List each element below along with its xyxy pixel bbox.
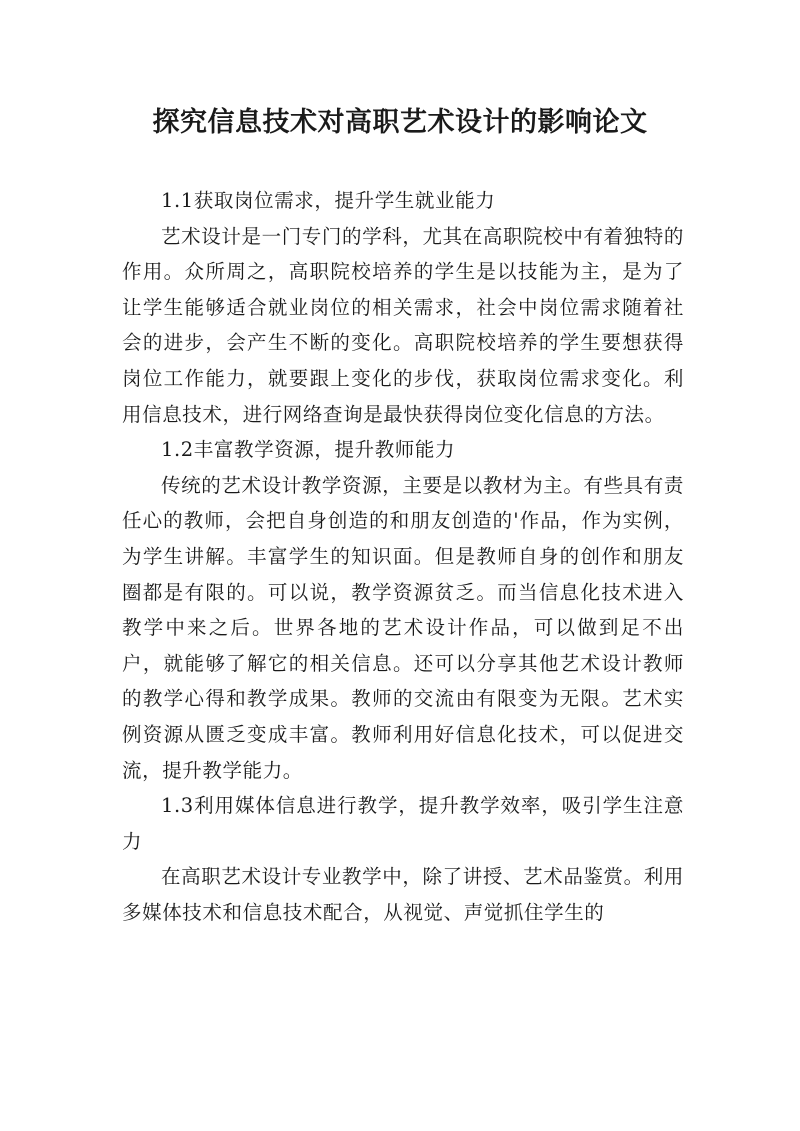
section-heading: 1.1获取岗位需求，提升学生就业能力 bbox=[161, 189, 496, 212]
body-paragraph: 传统的艺术设计教学资源，主要是以教材为主。有些具有责任心的教师，会把自身创造的和朋友创造的'作品，作为实例，为学生讲解。丰富学生的知识面。但是教师自身的创作和朋友圈都是有限的。可以说，教学资源贫乏。而当信息化技术进入教学中来之后。世界各地的艺术设计作品，可以做到足不出户，就能够了解它的相关信息。还可以分享其他艺术设计教师的教学心得和教学成果。教师的交流由有限变为无限。艺术实例资源从匮乏变成丰富。教师利用好信息化技术，可以促进交流，提升教学能力。 bbox=[122, 473, 684, 782]
document-title: 探究信息技术对高职艺术设计的影响论文 bbox=[152, 107, 648, 138]
body-paragraph: 艺术设计是一门专门的学科，尤其在高职院校中有着独特的作用。众所周之，高职院校培养的学生是以技能为主，是为了让学生能够适合就业岗位的相关需求，社会中岗位需求随着社会的进步，会产生不断的变化。高职院校培养的学生要想获得岗位工作能力，就要跟上变化的步伐，获取岗位需求变化。利用信息技术，进行网络查询是最快获得岗位变化信息的方法。 bbox=[122, 224, 684, 426]
section-heading: 1.3利用媒体信息进行教学，提升教学效率，吸引学生注意力 bbox=[122, 794, 684, 853]
document-body bbox=[122, 183, 684, 930]
body-paragraph: 在高职艺术设计专业教学中，除了讲授、艺术品鉴赏。利用多媒体技术和信息技术配合，从视觉、声觉抓住学生的 bbox=[122, 865, 684, 924]
section-heading: 1.2丰富教学资源，提升教师能力 bbox=[161, 438, 456, 462]
